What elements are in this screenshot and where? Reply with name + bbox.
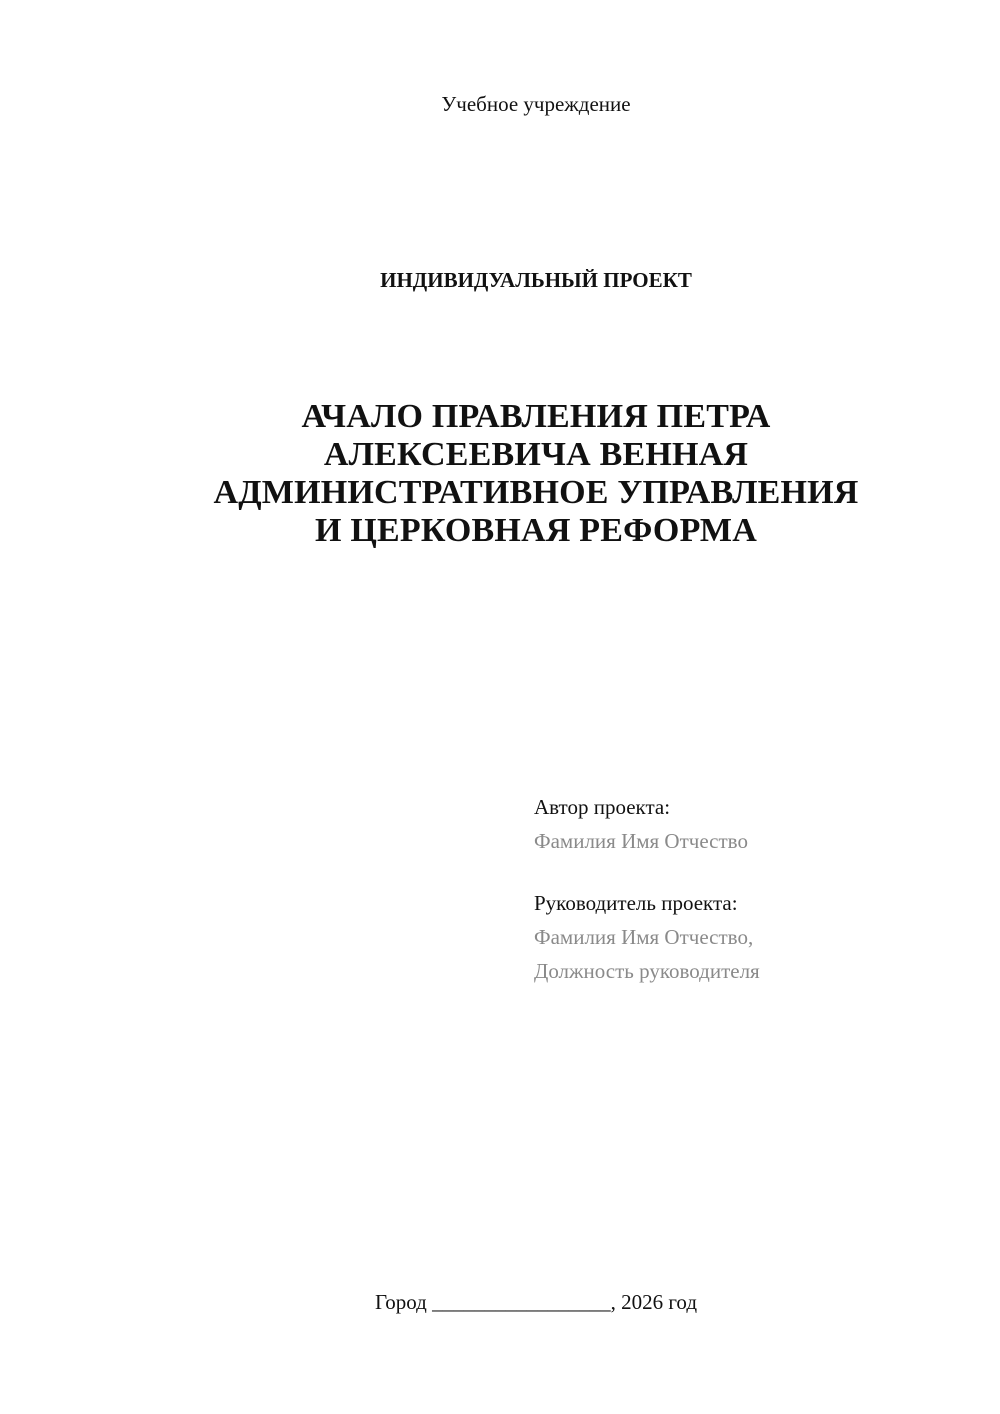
project-info-block bbox=[534, 790, 760, 988]
supervisor-label: Руководитель проекта: bbox=[534, 891, 738, 915]
project-title-line-3: АДМИНИСТРАТИВНОЕ УПРАВЛЕНИЯ bbox=[213, 474, 859, 511]
info-spacer bbox=[534, 858, 760, 886]
author-label: Автор проекта: bbox=[534, 795, 671, 819]
author-name: Фамилия Имя Отчество bbox=[534, 829, 748, 853]
project-title-line-1: АЧАЛО ПРАВЛЕНИЯ ПЕТРА bbox=[301, 398, 771, 435]
project-title-line-4: И ЦЕРКОВНАЯ РЕФОРМА bbox=[315, 512, 757, 549]
project-title bbox=[130, 398, 942, 550]
document-type-heading: ИНДИВИДУАЛЬНЫЙ ПРОЕКТ bbox=[380, 268, 692, 292]
supervisor-position: Должность руководителя bbox=[534, 959, 760, 983]
project-title-line-2: АЛЕКСЕЕВИЧА ВЕННАЯ bbox=[323, 436, 749, 473]
institution-name: Учебное учреждение bbox=[441, 92, 631, 116]
city-year-footer: Город _________________, 2026 год bbox=[374, 1290, 698, 1314]
supervisor-name: Фамилия Имя Отчество, bbox=[534, 925, 754, 949]
